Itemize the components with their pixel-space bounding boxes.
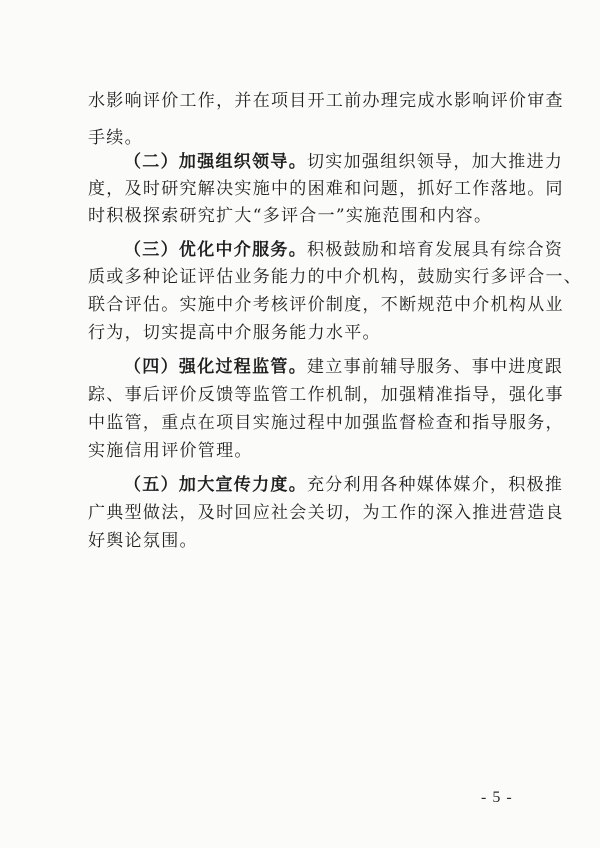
paragraph-text: 切实加强组织领导，加大推进力 <box>307 152 564 172</box>
paragraph-line <box>124 239 563 261</box>
paragraph-line: 质或多种论证评估业务能力的中介机构，鼓励实行多评合一、 <box>88 267 583 287</box>
intro-line: 水影响评价工作，并在项目开工前办理完成水影响评价审查 <box>88 91 564 111</box>
paragraph-text: 充分利用各种媒体媒介，积极推 <box>307 475 564 495</box>
paragraph-line: 广典型做法，及时回应社会关切，为工作的深入推进营造良 <box>88 503 564 523</box>
paragraph-line: 行为，切实提高中介服务能力水平。 <box>88 323 381 343</box>
paragraph-title: （二）加强组织领导。 <box>124 152 307 172</box>
paragraph-line <box>124 151 563 173</box>
paragraph-line <box>124 474 563 496</box>
paragraph-line: 中监管，重点在项目实施过程中加强监督检查和指导服务， <box>88 413 564 433</box>
paragraph-line: 联合评估。实施中介考核评价制度，不断规范中介机构从业 <box>88 295 564 315</box>
paragraph-title: （三）优化中介服务。 <box>124 240 307 260</box>
page-number: - 5 - <box>481 789 513 806</box>
paragraph-text: 积极鼓励和培育发展具有综合资 <box>307 240 564 260</box>
paragraph-title: （五）加大宣传力度。 <box>124 475 307 495</box>
paragraph-line: 好舆论氛围。 <box>88 531 198 551</box>
paragraph-title: （四）强化过程监管。 <box>124 357 307 377</box>
intro-line: 手续。 <box>88 128 143 148</box>
paragraph-line: 度，及时研究解决实施中的困难和问题，抓好工作落地。同 <box>88 179 564 199</box>
paragraph-text: 建立事前辅导服务、事中进度跟 <box>307 357 564 377</box>
paragraph-line: 实施信用评价管理。 <box>88 441 253 461</box>
paragraph-line: 时积极探索研究扩大“多评合一”实施范围和内容。 <box>88 206 493 226</box>
paragraph-line: 踪、事后评价反馈等监管工作机制，加强精准指导，强化事 <box>88 385 564 405</box>
paragraph-line <box>124 356 563 378</box>
